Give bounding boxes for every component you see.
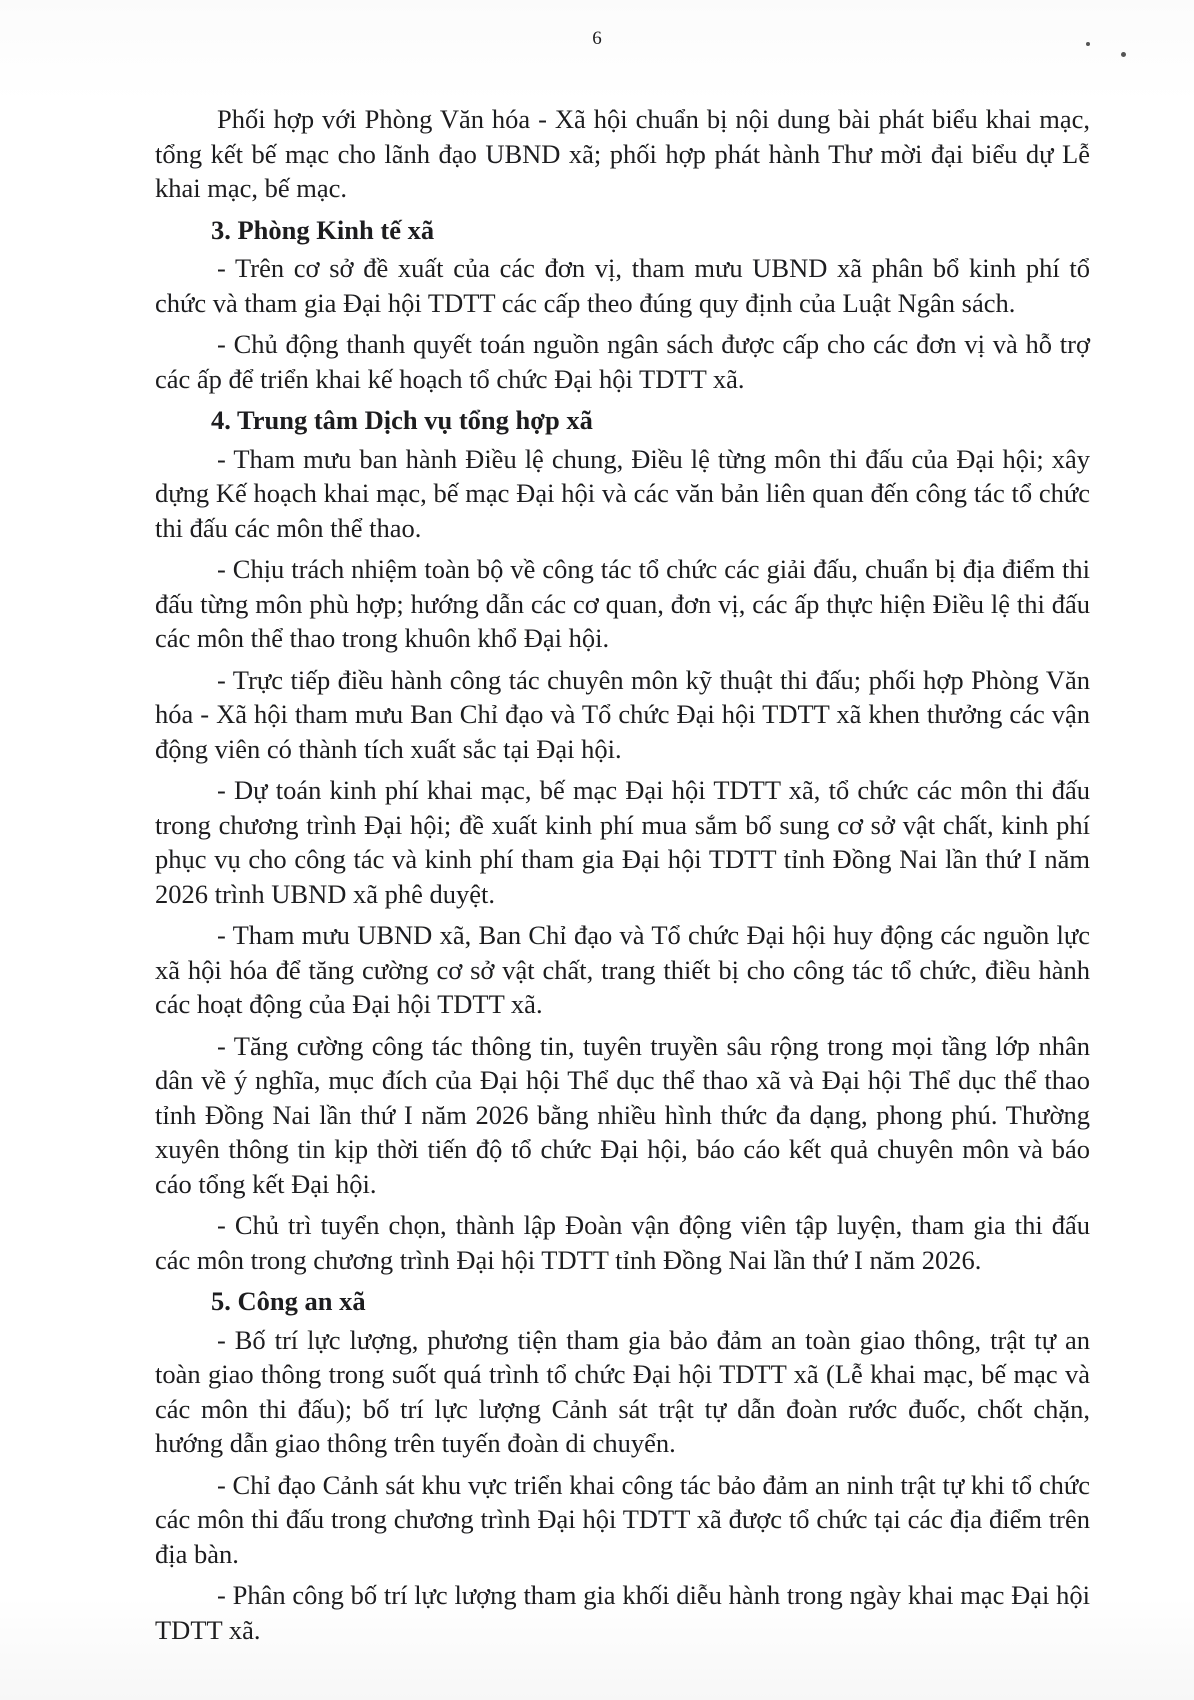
document-body — [155, 102, 1090, 1654]
scan-speck — [1121, 52, 1126, 57]
section-heading: 5. Công an xã — [211, 1286, 366, 1316]
section-heading: 4. Trung tâm Dịch vụ tổng hợp xã — [211, 405, 593, 435]
paragraph: - Trực tiếp điều hành công tác chuyên môn kỹ thuật thi đấu; phối hợp Phòng Văn hóa - Xã hội tham mưu Ban Chỉ đạo và Tổ chức Đại hội TDTT xã khen thưởng các vận động viên có thành tích xuất sắc tại Đại hội. — [155, 664, 1090, 764]
section-heading: 3. Phòng Kinh tế xã — [211, 214, 435, 245]
page-number: 6 — [592, 28, 602, 49]
paragraph: - Bố trí lực lượng, phương tiện tham gia bảo đảm an toàn giao thông, trật tự an toàn giao thông trong suốt quá trình tổ chức Đại hội TDTT xã (Lễ khai mạc, bế mạc và các môn thi đấu); bố trí lực lượng Cảnh sát trật tự dẫn đoàn rước đuốc, chốt chặn, hướng dẫn giao thông trên tuyến đoàn di chuyển. — [155, 1324, 1090, 1458]
paragraph: - Dự toán kinh phí khai mạc, bế mạc Đại hội TDTT xã, tổ chức các môn thi đấu trong chương trình Đại hội; đề xuất kinh phí mua sắm bổ sung cơ sở vật chất, kinh phí phục vụ cho công tác và kinh phí tham gia Đại hội TDTT tỉnh Đồng Nai lần thứ I năm 2026 trình UBND xã phê duyệt. — [155, 775, 1090, 909]
paragraph: - Chỉ đạo Cảnh sát khu vực triển khai công tác bảo đảm an ninh trật tự khi tổ chức các môn thi đấu trong chương trình Đại hội TDTT xã được tổ chức tại các địa điểm trên địa bàn. — [155, 1469, 1090, 1569]
paragraph: - Tham mưu UBND xã, Ban Chỉ đạo và Tổ chức Đại hội huy động các nguồn lực xã hội hóa để tăng cường cơ sở vật chất, trang thiết bị cho công tác tổ chức, điều hành các hoạt động của Đại hội TDTT xã. — [155, 920, 1090, 1019]
paragraph: - Chủ trì tuyển chọn, thành lập Đoàn vận động viên tập luyện, tham gia thi đấu các môn trong chương trình Đại hội TDTT tỉnh Đồng Nai lần thứ I năm 2026. — [155, 1210, 1090, 1275]
paragraph: - Chủ động thanh quyết toán nguồn ngân sách được cấp cho các đơn vị và hỗ trợ các ấp để triển khai kế hoạch tổ chức Đại hội TDTT xã. — [155, 329, 1090, 394]
paragraph: - Tăng cường công tác thông tin, tuyên truyền sâu rộng trong mọi tầng lớp nhân dân về ý nghĩa, mục đích của Đại hội Thể dục thể thao xã và Đại hội Thể dục thể thao tỉnh Đồng Nai lần thứ I năm 2026 bằng nhiều hình thức đa dạng, phong phú. Thường xuyên thông tin kịp thời tiến độ tổ chức Đại hội, báo cáo kết quả chuyên môn và báo cáo tổng kết Đại hội. — [155, 1030, 1090, 1199]
paragraph: - Tham mưu ban hành Điều lệ chung, Điều lệ từng môn thi đấu của Đại hội; xây dựng Kế hoạch khai mạc, bế mạc Đại hội và các văn bản liên quan đến công tác tổ chức thi đấu các môn thể thao. — [155, 443, 1090, 543]
paragraph: - Trên cơ sở đề xuất của các đơn vị, tham mưu UBND xã phân bổ kinh phí tổ chức và tham gia Đại hội TDTT các cấp theo đúng quy định của Luật Ngân sách. — [155, 253, 1090, 318]
paragraph: - Phân công bố trí lực lượng tham gia khối diễu hành trong ngày khai mạc Đại hội TDTT xã. — [155, 1580, 1090, 1645]
paragraph: - Chịu trách nhiệm toàn bộ về công tác tổ chức các giải đấu, chuẩn bị địa điểm thi đấu từng môn phù hợp; hướng dẫn các cơ quan, đơn vị, các ấp thực hiện Điều lệ thi đấu các môn thể thao trong khuôn khổ Đại hội. — [155, 554, 1090, 653]
paragraph: Phối hợp với Phòng Văn hóa - Xã hội chuẩn bị nội dung bài phát biểu khai mạc, tổng kết bế mạc cho lãnh đạo UBND xã; phối hợp phát hành Thư mời đại biểu dự Lễ khai mạc, bế mạc. — [155, 104, 1090, 203]
